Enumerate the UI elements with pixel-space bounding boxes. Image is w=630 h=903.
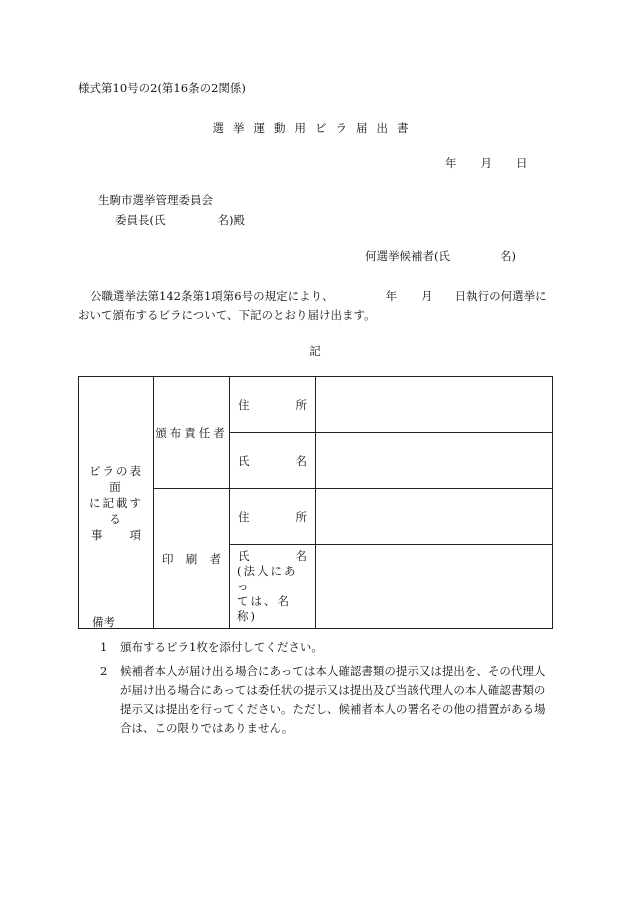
note-number: 1 (100, 640, 108, 654)
notes-heading: 備考 (92, 615, 115, 629)
printer-b: 刷 (185, 551, 198, 566)
ki-heading: 記 (309, 344, 321, 358)
printer-address-field[interactable] (316, 489, 553, 545)
printer-label (154, 489, 230, 629)
note-item (100, 662, 555, 738)
body-month: 月 (421, 289, 433, 303)
group-label-line1: ビラの表面 (89, 463, 143, 494)
candidate-prefix: 何選挙候補者(氏 (365, 249, 450, 263)
printer-name-field[interactable] (316, 545, 553, 629)
items-table (78, 376, 553, 629)
printer-name-label (230, 545, 316, 629)
distributor-name-label (230, 433, 316, 489)
date-year: 年 (445, 156, 457, 170)
form-number: 様式第10号の2(第16条の2関係) (78, 81, 246, 95)
name-b: 名 (295, 453, 307, 468)
body-part2: 日執行の何選挙において頒布するビラについて、下記のとおり届け出ます。 (78, 289, 547, 322)
date-day: 日 (516, 156, 528, 170)
corp-note-line2: ては、名称) (237, 594, 291, 623)
candidate-line (365, 248, 516, 264)
printer-c: 者 (209, 551, 221, 566)
printer-address-label (230, 489, 316, 545)
chair-suffix: 名)殿 (217, 213, 245, 227)
group-label-line3b: 項 (129, 527, 141, 542)
group-label-line2: に記載する (89, 495, 143, 526)
addressee-organization: 生駒市選挙管理委員会 (98, 193, 213, 207)
name-b: 名 (295, 549, 307, 563)
address-a: 住 (238, 397, 250, 412)
note-text: 頒布するビラ1枚を添付してください。 (120, 640, 323, 654)
distributor-name-field[interactable] (316, 433, 553, 489)
document-title: 選挙運動用ビラ届出書 (212, 121, 418, 135)
date-month: 月 (480, 156, 492, 170)
body-part1: 公職選挙法第142条第1項第6号の規定により、 (90, 289, 334, 303)
note-text: 候補者本人が届け出る場合にあっては本人確認書類の提示又は提出を、その代理人が届け出る場合にあっては委任状の提示又は提出及び当該代理人の本人確認書類の提示又は提出を行ってください。ただし、候補者本人の署名その他の措置がある場合は、この限りではありません。 (120, 664, 546, 735)
addressee-chair (115, 212, 245, 228)
distributor-label: 頒布責任者 (154, 377, 230, 489)
address-a: 住 (238, 509, 250, 524)
address-b: 所 (295, 397, 307, 412)
chair-prefix: 委員長(氏 (115, 213, 166, 227)
note-item (100, 638, 555, 657)
group-label-line3a: 事 (91, 527, 103, 542)
date-line (445, 155, 528, 171)
distributor-address-label (230, 377, 316, 433)
note-number: 2 (100, 664, 108, 678)
distributor-address-field[interactable] (316, 377, 553, 433)
candidate-suffix: 名) (500, 249, 516, 263)
body-paragraph (78, 287, 558, 325)
name-a: 氏 (238, 453, 250, 468)
body-year: 年 (385, 289, 398, 303)
table-group-label (79, 377, 154, 629)
name-a: 氏 (238, 549, 250, 563)
corp-note-line1: (法人にあっ (237, 564, 298, 593)
address-b: 所 (295, 509, 307, 524)
printer-a: 印 (162, 551, 174, 566)
group-label-line3 (83, 527, 149, 543)
